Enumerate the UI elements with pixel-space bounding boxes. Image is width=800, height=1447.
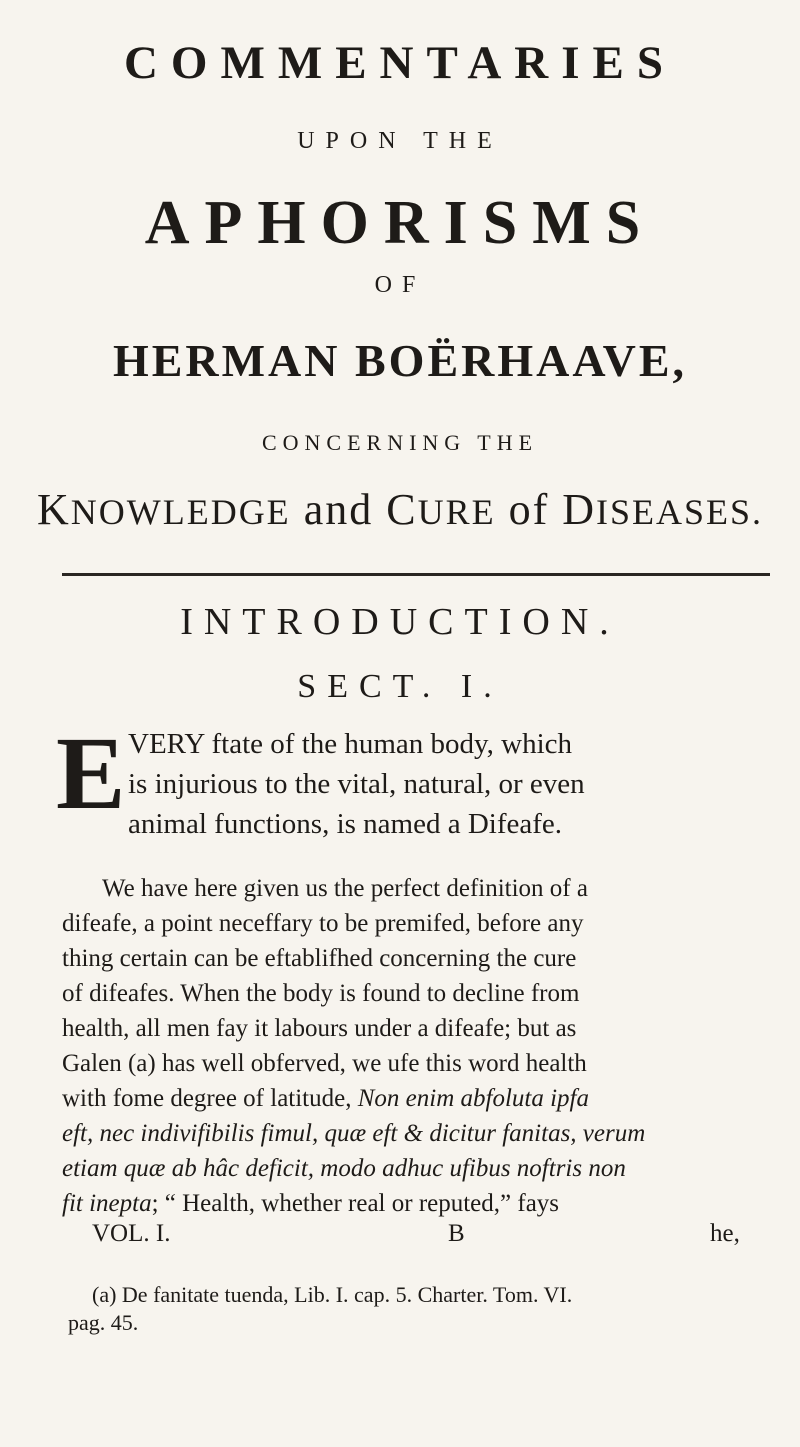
aphorism-line: animal functions, is named a Difeafe. xyxy=(128,808,563,840)
section-heading: INTRODUCTION. xyxy=(180,601,620,643)
title-concerning-the: CONCERNING THE xyxy=(261,430,539,455)
title-author: HERMAN BOËRHAAVE, xyxy=(112,335,688,386)
section-number: SECT. I. xyxy=(297,668,503,705)
title-aphorisms: APHORISMS xyxy=(144,189,656,257)
footnote-line: pag. 45. xyxy=(68,1310,139,1335)
commentary-line: Galen (a) has well obferved, we ufe this word health xyxy=(62,1050,587,1077)
aphorism-line: is injurious to the vital, natural, or even xyxy=(128,768,585,800)
catchword: he, xyxy=(710,1220,740,1247)
commentary-line: eft, nec indivifibilis fimul, quæ eft & dicitur fanitas, verum xyxy=(62,1120,646,1147)
footnote-line: (a) De fanitate tuenda, Lib. I. cap. 5. Charter. Tom. VI. xyxy=(92,1282,573,1307)
title-commentaries: COMMENTARIES xyxy=(123,37,677,89)
commentary-line: We have here given us the perfect definition of a xyxy=(102,875,588,902)
ornamental-rule xyxy=(62,573,770,576)
title-upon-the: UPON THE xyxy=(297,128,503,154)
title-subject: KNOWLEDGE and CURE of DISEASES. xyxy=(36,485,764,534)
aphorism-line: VERY ftate of the human body, which xyxy=(128,728,573,760)
signature-mark: B xyxy=(448,1220,465,1247)
drop-cap: E xyxy=(56,716,126,831)
commentary-line: thing certain can be eftablifhed concerning the cure xyxy=(62,945,577,972)
commentary-line: difeafe, a point neceffary to be premifed, before any xyxy=(62,910,584,937)
commentary-line: health, all men fay it labours under a difeafe; but as xyxy=(62,1015,577,1042)
commentary-line: fit inepta; “ Health, whether real or reputed,” fays xyxy=(62,1190,560,1217)
title-of: OF xyxy=(374,272,426,298)
volume-label: VOL. I. xyxy=(92,1220,171,1247)
commentary-line: of difeafes. When the body is found to decline from xyxy=(62,980,580,1007)
commentary-line: etiam quæ ab hâc deficit, modo adhuc ufibus noftris non xyxy=(62,1155,626,1182)
commentary-line: with fome degree of latitude, Non enim abfoluta ipfa xyxy=(62,1085,589,1112)
